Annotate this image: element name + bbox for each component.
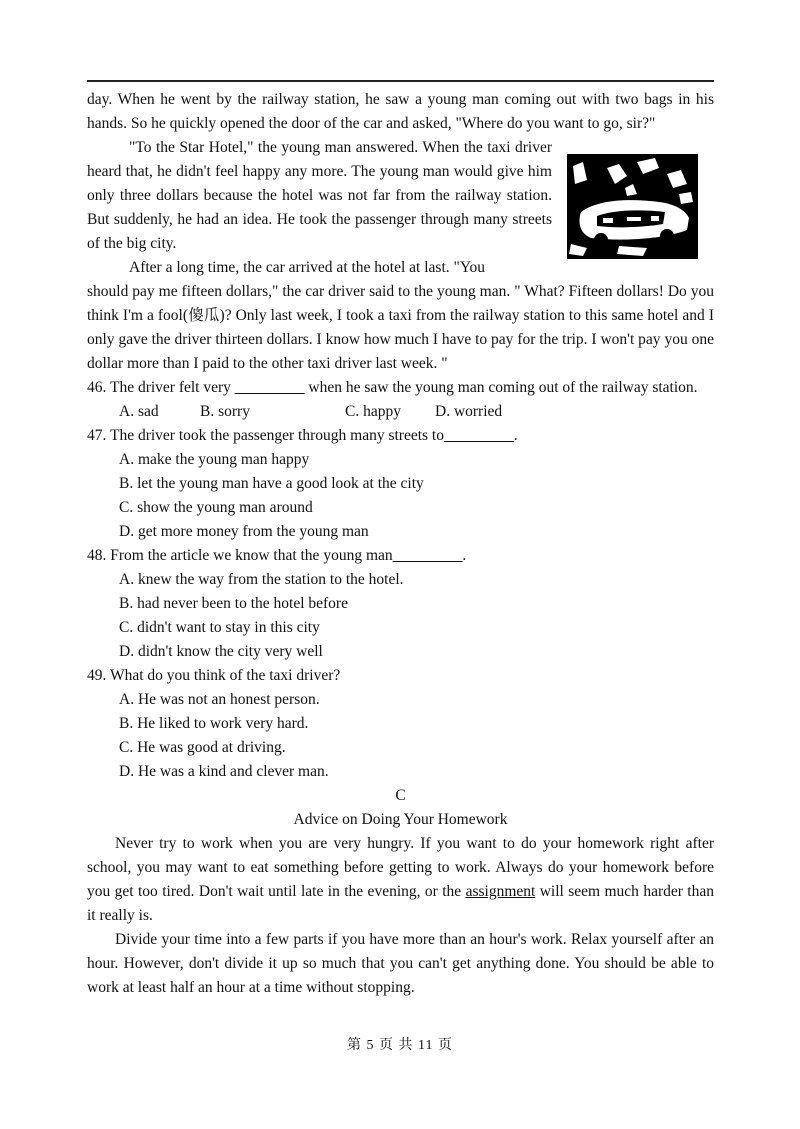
question-49-option-d: D. He was a kind and clever man. [119, 763, 329, 780]
top-rule [87, 80, 714, 82]
question-48-stem-before: 48. From the article we know that the young man [87, 547, 393, 564]
section-c-title: Advice on Doing Your Homework [293, 811, 508, 828]
passage-b-paragraph-2: "To the Star Hotel," the young man answered. When the taxi driver heard that, he didn't feel happy any more. The young man would give him only three dollars because the hotel was not far from the railway station. But suddenly, he had an idea. He took the passenger through many streets of the big city. [87, 139, 552, 252]
passage-b-paragraph-3-rest: should pay me fifteen dollars," the car driver said to the young man. " What? Fifteen dollars! Do you think I'm a fool(傻瓜)? Only last week, I took a taxi from the railway station to this same hotel and I only gave the driver thirteen dollars. I know how much I have to pay for the trip. I won't pay you one dollar more than I paid to the other taxi driver last week. " [87, 283, 714, 372]
passage-c-paragraph-2: Divide your time into a few parts if you have more than an hour's work. Relax yourself after an hour. However, don't divide it up so much that you can't get anything done. You should be able to work at least half an hour at a time without stopping. [87, 931, 714, 996]
question-48-stem-after: . [462, 547, 467, 564]
question-47-option-d: D. get more money from the young man [119, 523, 369, 540]
question-46-option-b: B. sorry [200, 403, 250, 420]
question-49-stem: 49. What do you think of the taxi driver? [87, 667, 341, 684]
question-46-option-d: D. worried [435, 403, 503, 420]
page-content [87, 88, 714, 1000]
question-47-stem [87, 424, 714, 448]
question-47-stem-after: . [513, 427, 518, 444]
passage-c-paragraph-1 [87, 832, 714, 928]
passage-c-p1-after: will seem much harder than it really is. [87, 883, 714, 924]
question-49-option-b: B. He liked to work very hard. [119, 715, 309, 732]
question-46-option-c: C. happy [345, 403, 401, 420]
section-c-label: C [395, 787, 406, 804]
question-46-blank: _________ [234, 379, 305, 396]
passage-b-paragraph-1: day. When he went by the railway station, he saw a young man coming out with two bags in his hands. So he quickly opened the door of the car and asked, "Where do you want to go, sir?" [87, 91, 714, 132]
passage-b-paragraph-3-start: After a long time, the car arrived at the hotel at last. "You [129, 259, 485, 276]
question-49-option-c: C. He was good at driving. [119, 739, 286, 756]
question-47-blank: _________ [444, 427, 514, 444]
question-47-stem-before: 47. The driver took the passenger through many streets to [87, 427, 444, 444]
question-48-option-a: A. knew the way from the station to the hotel. [119, 571, 404, 588]
question-46-stem [87, 376, 714, 400]
question-46-stem-before: 46. The driver felt very [87, 379, 231, 396]
question-48-option-c: C. didn't want to stay in this city [119, 619, 320, 636]
passage-c-p1-before: Never try to work when you are very hungry. If you want to do your homework right after school, you may want to eat something before getting to work. Always do your homework before you get too tired. Don't wait until late in the evening, or the [87, 835, 714, 900]
passage-c-underlined-word: assignment [465, 883, 536, 900]
question-48-option-b: B. had never been to the hotel before [119, 595, 348, 612]
question-49-option-a: A. He was not an honest person. [119, 691, 320, 708]
question-48-stem [87, 544, 714, 568]
page-footer: 第 5 页 共 11 页 [347, 1038, 453, 1053]
question-46-option-a: A. sad [119, 403, 159, 420]
question-47-option-c: C. show the young man around [119, 499, 313, 516]
question-48-blank: _________ [392, 547, 463, 564]
question-46-stem-after: when he saw the young man coming out of the railway station. [308, 379, 698, 396]
question-47-option-a: A. make the young man happy [119, 451, 310, 468]
question-47-option-b: B. let the young man have a good look at the city [119, 475, 424, 492]
question-46-options [87, 400, 714, 424]
question-48-option-d: D. didn't know the city very well [119, 643, 323, 660]
